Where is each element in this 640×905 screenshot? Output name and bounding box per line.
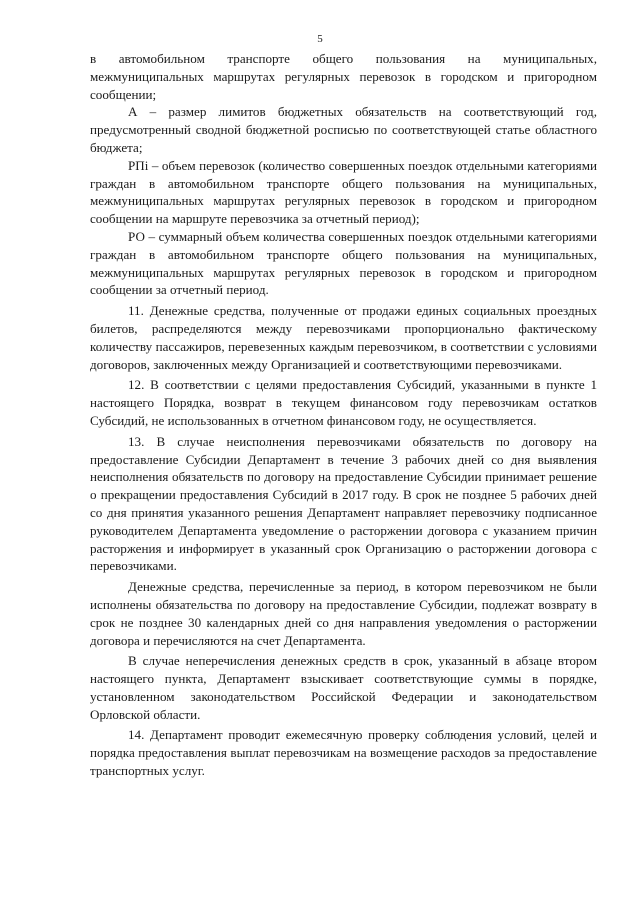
paragraph-item-13: 13. В случае неисполнения перевозчиками обязательств по договору на предоставление Субсидии Департамент в течение 3 рабочих дней со дня выявления неисполнения обязательств по договору на предоставление Субсидии принимает решение о прекращении предоставления Субсидий в 2017 году. В срок не позднее 5 рабочих дней со дня принятия указанного решения Департамент направляет перевозчику подписанное руководителем Департамента уведомление о расторжении договора с указанием причин расторжения и информирует в указанный срок Организацию о расторжении договора с перевозчиками.	[90, 433, 597, 574]
document-body	[90, 50, 597, 780]
paragraph-item-12: 12. В соответствии с целями предоставления Субсидий, указанными в пункте 1 настоящего Порядка, возврат в текущем финансовом году перевозчикам остатков Субсидий, не использованных в отчетном финансовом году, не осуществляется.	[90, 377, 597, 428]
paragraph-continuation: в автомобильном транспорте общего пользования на муниципальных, межмуниципальных маршрутах регулярных перевозок в городском и пригородном сообщении;	[90, 51, 597, 102]
paragraph-item-13-recovery: В случае неперечисления денежных средств в срок, указанный в абзаце втором настоящего пункта, Департамент взыскивает соответствующие суммы в порядке, установленном законодательством Российской Федерации и законодательством Орловской области.	[90, 653, 597, 722]
page-number: 5	[317, 33, 323, 45]
paragraph-item-14: 14. Департамент проводит ежемесячную проверку соблюдения условий, целей и порядка предоставления выплат перевозчикам на возмещение расходов за предоставление транспортных услуг.	[90, 727, 597, 779]
paragraph-definition-rpi: РПi – объем перевозок (количество совершенных поездок отдельными категориями граждан в автомобильном транспорте общего пользования на муниципальных, межмуниципальных маршрутах регулярных перевозок в городском и пригородном сообщении на маршруте перевозчика за отчетный период);	[90, 157, 597, 227]
paragraph-item-11: 11. Денежные средства, полученные от продажи единых социальных проездных билетов, распределяются между перевозчиками пропорционально фактическому количеству пассажиров, перевезенных каждым перевозчиком, в соответствии с условиями договоров, заключенных между Организацией и соответствующими перевозчиками.	[90, 303, 597, 372]
paragraph-definition-a: А – размер лимитов бюджетных обязательств на соответствующий год, предусмотренный сводной бюджетной росписью по соответствующей статье областного бюджета;	[90, 104, 597, 155]
paragraph-definition-ro: РО – суммарный объем количества совершенных поездок отдельными категориями граждан в автомобильном транспорте общего пользования на муниципальных, межмуниципальных маршрутах регулярных перевозок в городском и пригородном сообщении за отчетный период.	[90, 228, 597, 298]
paragraph-item-13-refund: Денежные средства, перечисленные за период, в котором перевозчиком не были исполнены обязательства по договору на предоставление Субсидии, подлежат возврату в срок не позднее 30 календарных дней со дня направления уведомления о расторжении договора и перечисляются на счет Департамента.	[90, 579, 597, 648]
